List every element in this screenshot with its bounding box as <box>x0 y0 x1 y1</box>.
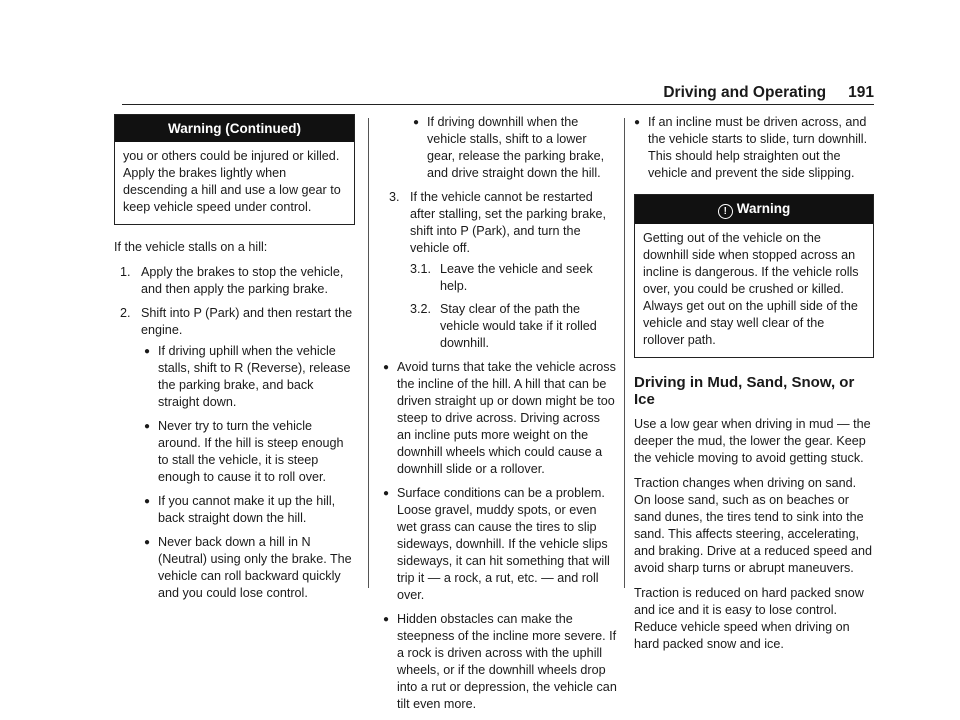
section-title: Driving and Operating <box>663 84 827 101</box>
list-item <box>383 485 617 604</box>
warning-box <box>114 114 355 225</box>
bullet-text: Never back down a hill in N (Neutral) using only the brake. The vehicle can roll backward quickly and you could lose control. <box>158 535 352 600</box>
bullet-icon: ● <box>634 117 641 128</box>
stall-steps-continued <box>383 189 617 352</box>
sand-paragraph: Traction changes when driving on sand. On loose sand, such as on beaches or sand dunes, the tires tend to sink into the sand. This affects steering, accelerating, and braking. Drive at a reduced speed and avoid sharp turns or abrupt maneuvers. <box>634 476 873 575</box>
step-3 <box>383 189 617 352</box>
warning-box <box>634 194 874 358</box>
step-number: 3. <box>389 190 400 204</box>
bullet-text: Never try to turn the vehicle around. If the hill is steep enough to stall the vehicle, it is steep enough to cause it to roll over. <box>158 419 344 484</box>
warning-icon: ! <box>718 204 733 219</box>
snow-paragraph: Traction is reduced on hard packed snow and ice and it is easy to lose control. Reduce vehicle speed when driving on hard packed snow and ice. <box>634 586 864 651</box>
header-rule <box>122 104 874 105</box>
list-item <box>141 493 355 527</box>
list-item <box>383 611 617 713</box>
bullet-text: If driving uphill when the vehicle stalls, shift to R (Reverse), release the parking brake, and back straight down. <box>158 344 351 409</box>
bullet-icon: ● <box>413 117 420 128</box>
bullet-icon: ● <box>144 496 151 507</box>
step-1 <box>114 264 355 298</box>
step-number: 2. <box>120 306 131 320</box>
bullet-text: Surface conditions can be a problem. Loose gravel, muddy spots, or even wet grass can cause the tires to slip sideways, downhill. If the vehicle slips sideways, it can hit something that will trip it — a rock, a rut, etc. — and roll over. <box>397 486 610 602</box>
bullet-text: If driving downhill when the vehicle stalls, shift to a lower gear, release the parking brake, and drive straight down the hill. <box>427 115 605 180</box>
list-item <box>634 114 874 182</box>
bullet-icon: ● <box>144 346 151 357</box>
stall-steps <box>114 264 355 602</box>
bullet-text: If you cannot make it up the hill, back straight down the hill. <box>158 494 336 525</box>
column-3 <box>634 114 874 661</box>
running-head <box>663 84 874 102</box>
section-heading: Driving in Mud, Sand, Snow, or Ice <box>634 374 855 408</box>
bullet-text: Avoid turns that take the vehicle across the incline of the hill. A hill that can be driven straight up or down might be too steep to drive across. Driving across an incline puts more weight on the downhill wheels which could cause a downhill slide or a rollover. <box>397 360 616 476</box>
step-text: Shift into P (Park) and then restart the engine. <box>141 306 353 337</box>
hill-bullets <box>383 359 617 713</box>
column-2 <box>383 114 617 720</box>
list-item <box>141 343 355 411</box>
mud-paragraph: Use a low gear when driving in mud — the deeper the mud, the lower the gear. Keep the vehicle moving to avoid getting stuck. <box>634 417 871 465</box>
stall-intro: If the vehicle stalls on a hill: <box>114 240 268 254</box>
bullet-icon: ● <box>144 537 151 548</box>
bullet-icon: ● <box>383 488 390 499</box>
warning-title: Warning <box>736 201 791 216</box>
bullet-icon: ● <box>144 421 151 432</box>
list-item <box>410 114 617 182</box>
substep-number: 3.2. <box>410 302 432 316</box>
page-number: 191 <box>848 84 874 101</box>
substep-3-1 <box>410 261 617 295</box>
column-1 <box>114 114 355 609</box>
list-item <box>141 418 355 486</box>
step-number: 1. <box>120 265 131 279</box>
step-3-substeps <box>410 261 617 352</box>
warning-header <box>635 195 873 224</box>
step-2-bullets <box>141 343 355 602</box>
list-item <box>141 534 355 602</box>
column-divider <box>368 118 369 588</box>
step-text: Apply the brakes to stop the vehicle, and then apply the parking brake. <box>141 265 344 296</box>
substep-text: Leave the vehicle and seek help. <box>440 262 593 293</box>
warning-text: you or others could be injured or killed. Apply the brakes lightly when descending a hill and use a low gear to keep vehicle speed under control. <box>123 149 341 214</box>
list-item <box>383 359 617 478</box>
substep-number: 3.1. <box>410 262 432 276</box>
column-divider <box>624 118 625 588</box>
bullet-text: Hidden obstacles can make the steepness of the incline more severe. If a rock is driven across with the uphill wheels, or if the downhill wheels drop into a rut or depression, the vehicle can tilt even more. <box>397 612 617 711</box>
substep-text: Stay clear of the path the vehicle would take if it rolled downhill. <box>440 302 597 350</box>
bullet-text: If an incline must be driven across, and the vehicle starts to slide, turn downhill. This should help straighten out the vehicle and prevent the side slipping. <box>648 115 868 180</box>
bullet-icon: ● <box>383 362 390 373</box>
continued-bullets <box>410 114 617 182</box>
warning-text: Getting out of the vehicle on the downhill side when stopped across an incline is dangerous. If the vehicle rolls over, you could be crushed or killed. Always get out on the uphill side of the vehicle and stay well clear of the rollover path. <box>643 231 859 347</box>
step-text: If the vehicle cannot be restarted after stalling, set the parking brake, shift into P (Park), and turn the vehicle off. <box>410 190 607 255</box>
step-2 <box>114 305 355 602</box>
warning-title: Warning (Continued) <box>115 115 354 142</box>
substep-3-2 <box>410 301 617 352</box>
bullet-icon: ● <box>383 614 390 625</box>
